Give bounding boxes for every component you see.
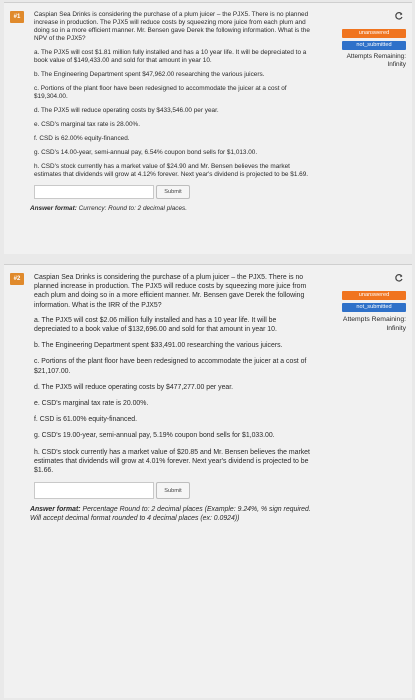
attempts-remaining-label: Attempts Remaining:: [346, 53, 406, 60]
info-item-b: b. The Engineering Department spent $47,962.00 researching the various juicers.: [34, 71, 265, 78]
info-item-d: d. The PJX5 will reduce operating costs by $477,277.00 per year.: [34, 383, 234, 391]
info-item-f: f. CSD is 62.00% equity-financed.: [34, 135, 130, 142]
attempts-remaining-label: Attempts Remaining:: [342, 316, 406, 323]
answer-format: [30, 205, 312, 213]
not-submitted-badge: not_submitted: [342, 41, 406, 50]
attempts-remaining-value: Infinity: [387, 61, 406, 68]
question-body: [30, 273, 312, 524]
question-status-panel: [326, 273, 406, 333]
answer-row: [34, 482, 312, 499]
question-prompt: Caspian Sea Drinks is considering the purchase of a plum juicer – the PJX5. There is no planned increase in production. The PJX5 will reduce costs by squeezing more juice from each plum and doing so in a more efficient manner. Mr. Bensen gave Derek the following information. What is the IRR of the PJX5?: [34, 274, 307, 309]
info-item-h: h. CSD's stock currently has a market value of $20.85 and Mr. Bensen believes the market estimates that dividends will grow at 4.01% forever. Next year's dividend is projected to be $1.66.: [34, 448, 310, 475]
question-status-panel: [326, 11, 406, 69]
question-prompt: Caspian Sea Drinks is considering the purchase of a plum juicer – the PJX5. There is no planned increase in production. The PJX5 will reduce costs by squeezing more juice from each plum and doing so in a more efficient manner. Mr. Bensen gave Derek the following information. What is the NPV of the PJX5?: [34, 11, 310, 42]
question-number: #1: [10, 11, 24, 23]
question-card-2: [4, 264, 412, 698]
unanswered-badge: unanswered: [342, 291, 406, 300]
answer-format: [30, 505, 312, 523]
question-card-1: [4, 2, 412, 254]
question-number: #2: [10, 273, 24, 285]
refresh-icon[interactable]: [394, 11, 404, 21]
submit-button[interactable]: Submit: [156, 482, 190, 499]
answer-input[interactable]: [34, 482, 154, 499]
refresh-icon[interactable]: [394, 273, 404, 283]
answer-row: [34, 185, 312, 199]
answer-format-text: Percentage Round to: 2 decimal places (Example: 9.24%, % sign required. Will accept decimal format rounded to 4 decimal places (ex: 0.0924)): [30, 506, 311, 523]
info-item-h: h. CSD's stock currently has a market value of $24.90 and Mr. Bensen believes the market estimates that dividends will grow at 4.12% forever. Next year's dividend is projected to be $1.69.: [34, 163, 309, 178]
info-item-d: d. The PJX5 will reduce operating costs by $433,546.00 per year.: [34, 107, 219, 114]
info-item-b: b. The Engineering Department spent $33,491.00 researching the various juicers.: [34, 342, 283, 350]
unanswered-badge: unanswered: [342, 29, 406, 38]
not-submitted-badge: not_submitted: [342, 303, 406, 312]
info-item-f: f. CSD is 61.00% equity-financed.: [34, 416, 138, 424]
info-item-c: c. Portions of the plant floor have been redesigned to accommodate the juicer at a cost of $21,107.00.: [34, 358, 307, 375]
submit-button[interactable]: Submit: [156, 185, 190, 199]
question-body: [30, 11, 312, 213]
answer-format-label: Answer format:: [30, 205, 77, 212]
info-item-g: g. CSD's 14.00-year, semi-annual pay, 6.54% coupon bond sells for $1,013.00.: [34, 149, 258, 156]
info-item-g: g. CSD's 19.00-year, semi-annual pay, 5.19% coupon bond sells for $1,033.00.: [34, 432, 275, 440]
attempts-remaining-value: Infinity: [386, 325, 406, 332]
info-item-e: e. CSD's marginal tax rate is 28.00%.: [34, 121, 141, 128]
answer-format-label: Answer format:: [30, 506, 81, 514]
answer-format-text: Currency: Round to: 2 decimal places.: [78, 205, 187, 212]
info-item-c: c. Portions of the plant floor have been redesigned to accommodate the juicer at a cost of $19,304.00.: [34, 85, 287, 100]
info-item-e: e. CSD's marginal tax rate is 20.00%.: [34, 400, 149, 408]
info-item-a: a. The PJX5 will cost $2.06 million fully installed and has a 10 year life. It will be depreciated to a book value of $132,696.00 and sold for that amount in year 10.: [34, 316, 277, 334]
info-item-a: a. The PJX5 will cost $1.81 million fully installed and has a 10 year life. It will be depreciated to a book value of $149,433.00 and sold for that amount in year 10.: [34, 49, 307, 64]
answer-input[interactable]: [34, 185, 154, 199]
